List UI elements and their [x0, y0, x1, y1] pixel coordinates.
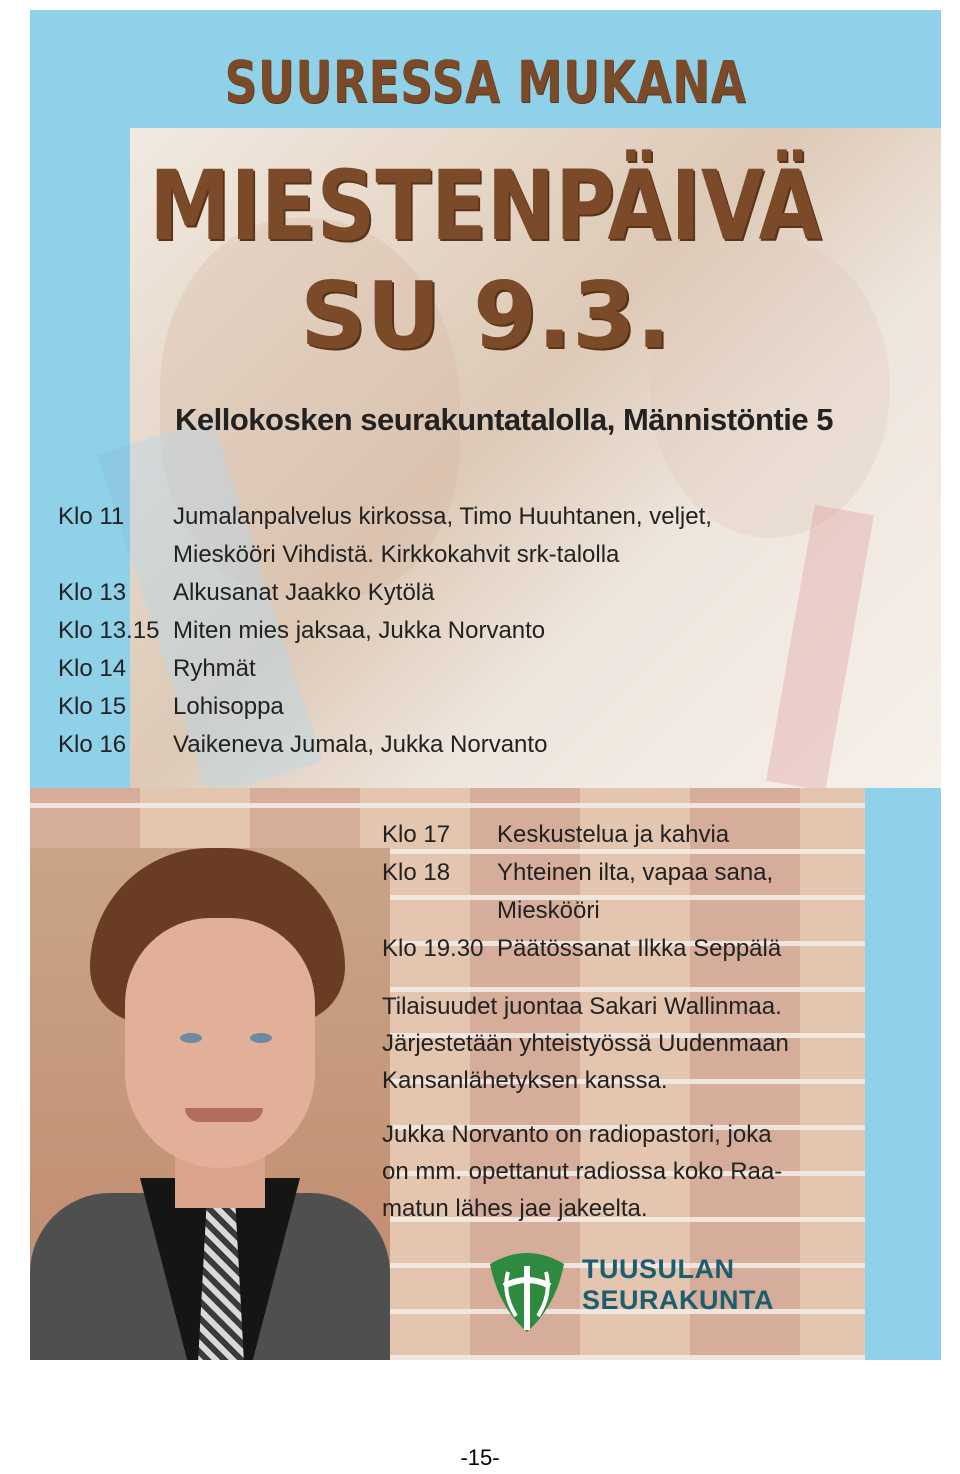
schedule-row: Klo 14 Ryhmät — [58, 655, 256, 682]
speaker-portrait — [30, 848, 390, 1360]
schedule-row: Klo 19.30 Päätössanat Ilkka Seppälä — [382, 935, 782, 962]
schedule-row: Mieskööri Vihdistä. Kirkkokahvit srk-talolla — [173, 541, 620, 568]
schedule-list — [58, 498, 873, 764]
parish-logo-icon — [482, 1246, 572, 1336]
parish-logo-text: TUUSULAN SEURAKUNTA — [582, 1254, 774, 1315]
schedule-row: Klo 16 Vaikeneva Jumala, Jukka Norvanto — [58, 731, 548, 758]
schedule-row: Klo 13.15 Miten mies jaksaa, Jukka Norvanto — [58, 617, 546, 644]
schedule-row: Klo 17 Keskustelua ja kahvia — [382, 821, 730, 848]
event-poster — [30, 10, 941, 1360]
speaker-bio: Jukka Norvanto on radiopastori, joka on mm. opettanut radiossa koko Raa- matun lähes jae jakeelta. — [382, 1121, 783, 1222]
poster-date: SU 9.3. — [300, 262, 671, 369]
schedule-row: Klo 15 Lohisoppa — [58, 693, 284, 720]
schedule-row: Klo 18 Yhteinen ilta, vapaa sana, — [382, 859, 774, 886]
page-number: -15- — [460, 1445, 500, 1470]
schedule-row: Mieskööri — [497, 897, 600, 924]
organizer-info: Tilaisuudet juontaa Sakari Wallinmaa. Järjestetään yhteistyössä Uudenmaan Kansanlähetyksen kanssa. — [382, 993, 789, 1094]
poster-title: MIESTENPÄIVÄ — [149, 150, 822, 262]
poster-kicker: SUURESSA MUKANA — [224, 48, 747, 116]
schedule-row: Klo 13 Alkusanat Jaakko Kytölä — [58, 579, 435, 606]
event-location: Kellokosken seurakuntatalolla, Männistöntie 5 — [175, 402, 833, 437]
evening-schedule-list — [382, 816, 817, 968]
parish-logo — [482, 1246, 782, 1346]
schedule-row: Klo 11 Jumalanpalvelus kirkossa, Timo Huuhtanen, veljet, — [58, 503, 712, 530]
